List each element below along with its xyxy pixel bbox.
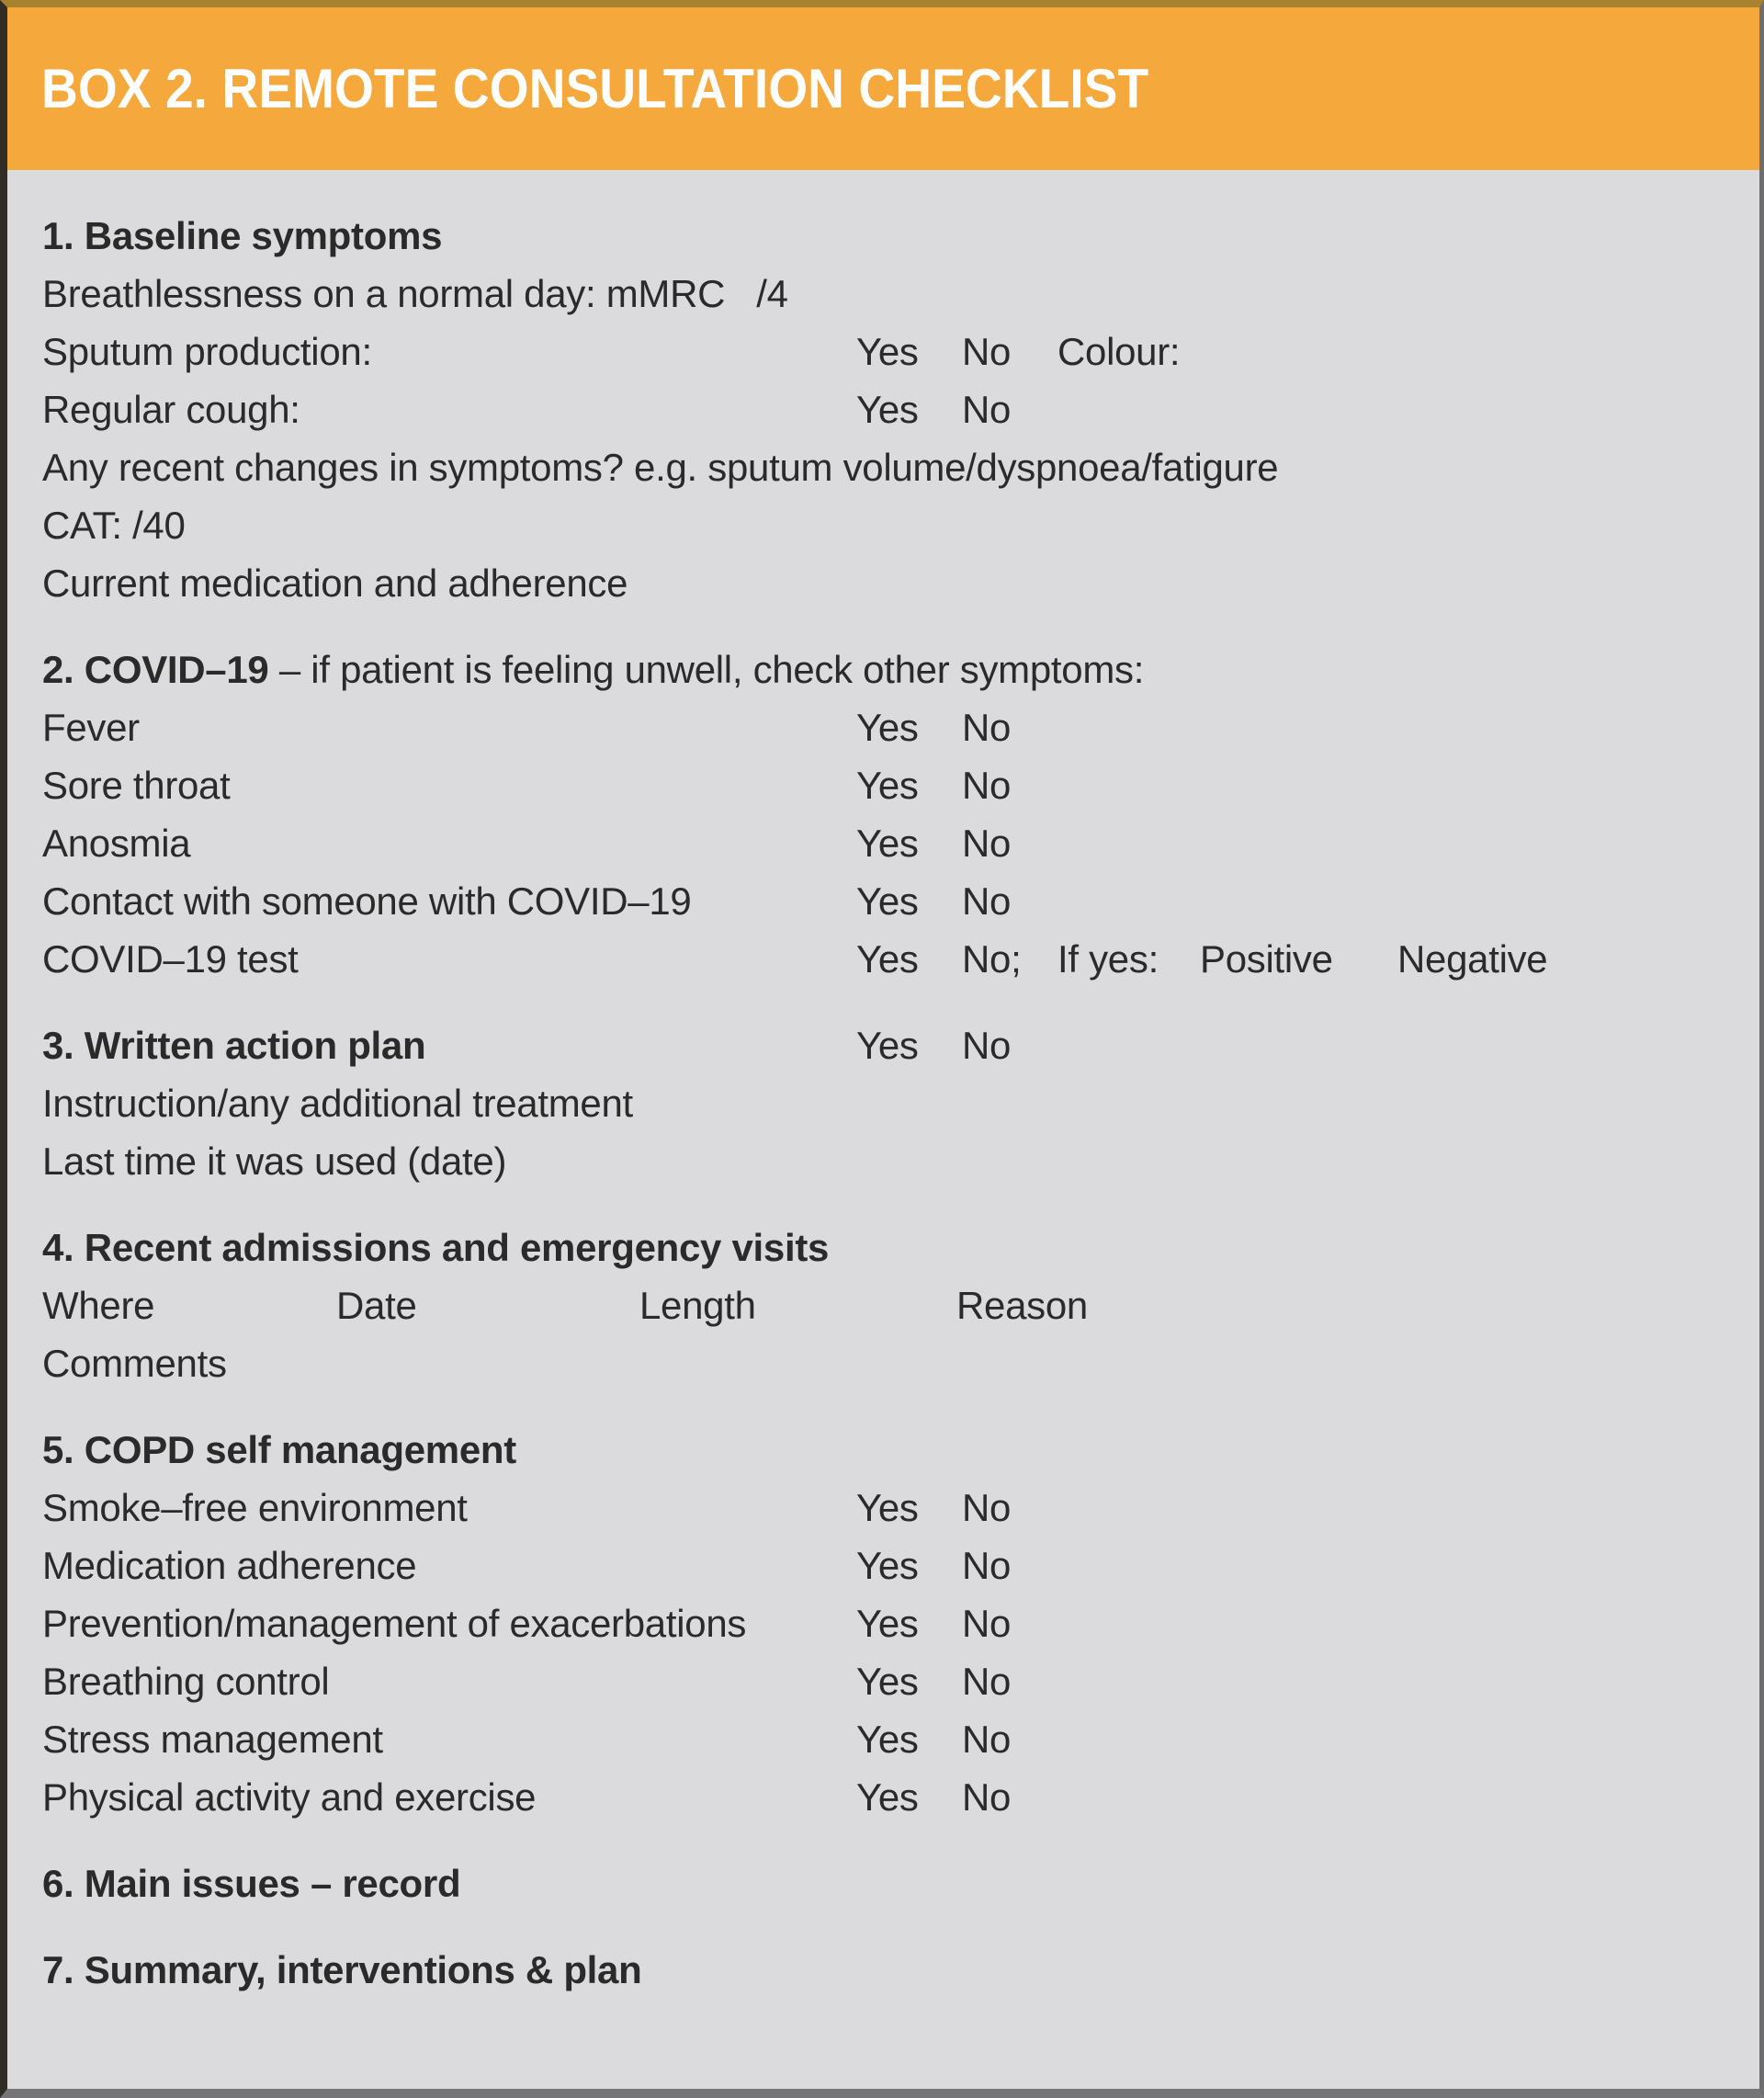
yes-option: Yes <box>856 388 919 431</box>
no-option: No <box>962 1660 1012 1703</box>
checklist-row <box>42 814 1723 872</box>
section-heading <box>42 1219 1723 1276</box>
extra-option: If yes: <box>1057 937 1159 981</box>
yes-option: Yes <box>856 1024 919 1067</box>
no-option: No <box>962 388 1012 431</box>
checklist-row <box>42 930 1723 988</box>
checklist-row <box>42 380 1723 438</box>
section-heading <box>42 1421 1723 1479</box>
no-option: No <box>962 1602 1012 1645</box>
yes-option: Yes <box>856 330 919 373</box>
no-option: No <box>962 822 1012 865</box>
yes-option: Yes <box>856 937 919 981</box>
row-label: Sputum production: <box>42 330 372 373</box>
row-label: Medication adherence <box>42 1544 417 1587</box>
yes-option: Yes <box>856 1544 919 1587</box>
yes-option: Yes <box>856 1718 919 1761</box>
no-option: No <box>962 706 1012 749</box>
section-4 <box>42 1219 1723 1392</box>
no-option: No <box>962 764 1012 807</box>
section-heading-number-title: 1. Baseline symptoms <box>42 214 443 257</box>
extra-option: Negative <box>1397 937 1548 981</box>
column-header: Length <box>639 1284 756 1327</box>
extra-option: Positive <box>1200 937 1333 981</box>
no-option: No <box>962 1775 1012 1819</box>
section-heading-number-title: 7. Summary, interventions & plan <box>42 1948 642 1991</box>
column-header: Reason <box>956 1284 1088 1327</box>
yes-option: Yes <box>856 1775 919 1819</box>
row-label: Instruction/any additional treatment <box>42 1082 633 1125</box>
box-header <box>7 7 1759 170</box>
row-label: Stress management <box>42 1718 383 1761</box>
yes-option: Yes <box>856 1660 919 1703</box>
row-label: Physical activity and exercise <box>42 1775 537 1819</box>
row-label: Breathlessness on a normal day: mMRC /4 <box>42 272 788 315</box>
checklist-row <box>42 1276 1723 1334</box>
checklist-row <box>42 1594 1723 1652</box>
no-option: No <box>962 879 1012 923</box>
section-heading-subtitle: – if patient is feeling unwell, check other symptoms: <box>268 648 1145 691</box>
checklist-row <box>42 323 1723 380</box>
checklist-row <box>42 1652 1723 1710</box>
section-heading-number-title: 2. COVID–19 <box>42 648 269 691</box>
no-option: No <box>962 1544 1012 1587</box>
checklist-row <box>42 756 1723 814</box>
no-option: No <box>962 1718 1012 1761</box>
section-heading-number-title: 6. Main issues – record <box>42 1862 461 1905</box>
yes-option: Yes <box>856 706 919 749</box>
page-title: BOX 2. REMOTE CONSULTATION CHECKLIST <box>41 58 1149 119</box>
yes-option: Yes <box>856 822 919 865</box>
checklist-body <box>7 170 1759 1999</box>
section-heading <box>42 207 1723 265</box>
section-heading <box>42 641 1723 698</box>
checklist-row <box>42 698 1723 756</box>
row-label: Contact with someone with COVID–19 <box>42 879 692 923</box>
row-label: Current medication and adherence <box>42 561 628 605</box>
checklist-row <box>42 1710 1723 1768</box>
no-option: No <box>962 1486 1012 1529</box>
row-label: Prevention/management of exacerbations <box>42 1602 747 1645</box>
section-heading <box>42 1016 1723 1074</box>
section-5 <box>42 1421 1723 1826</box>
section-6 <box>42 1854 1723 1912</box>
checklist-row <box>42 1537 1723 1594</box>
no-option: No; <box>962 937 1022 981</box>
row-label: Fever <box>42 706 140 749</box>
checklist-row <box>42 265 1723 323</box>
row-label: Smoke–free environment <box>42 1486 468 1529</box>
row-label: COVID–19 test <box>42 937 299 981</box>
row-label: CAT: /40 <box>42 504 186 547</box>
section-7 <box>42 1941 1723 1999</box>
extra-option: Colour: <box>1057 330 1181 373</box>
section-heading <box>42 1941 1723 1999</box>
checklist-row <box>42 872 1723 930</box>
row-label: Comments <box>42 1342 227 1385</box>
yes-option: Yes <box>856 764 919 807</box>
no-option: No <box>962 330 1012 373</box>
yes-option: Yes <box>856 1602 919 1645</box>
section-3 <box>42 1016 1723 1190</box>
row-label: Sore throat <box>42 764 231 807</box>
row-label: Regular cough: <box>42 388 300 431</box>
checklist-row <box>42 1132 1723 1190</box>
checklist-row <box>42 1479 1723 1537</box>
row-label: Breathing control <box>42 1660 330 1703</box>
section-1 <box>42 207 1723 612</box>
checklist-row <box>42 1334 1723 1392</box>
checklist-row <box>42 554 1723 612</box>
checklist-row <box>42 496 1723 554</box>
column-header: Date <box>336 1284 417 1327</box>
section-heading-number-title: 4. Recent admissions and emergency visits <box>42 1226 830 1269</box>
checklist-row <box>42 1768 1723 1826</box>
section-heading-number-title: 3. Written action plan <box>42 1024 426 1067</box>
section-2 <box>42 641 1723 988</box>
yes-option: Yes <box>856 879 919 923</box>
section-heading-number-title: 5. COPD self management <box>42 1428 516 1471</box>
section-heading <box>42 1854 1723 1912</box>
row-label: Anosmia <box>42 822 191 865</box>
row-label: Any recent changes in symptoms? e.g. sputum volume/dyspnoea/fatigure <box>42 446 1279 489</box>
no-option: No <box>962 1024 1012 1067</box>
row-label: Where <box>42 1284 155 1327</box>
yes-option: Yes <box>856 1486 919 1529</box>
checklist-row <box>42 1074 1723 1132</box>
row-label: Last time it was used (date) <box>42 1140 507 1183</box>
checklist-row <box>42 438 1723 496</box>
